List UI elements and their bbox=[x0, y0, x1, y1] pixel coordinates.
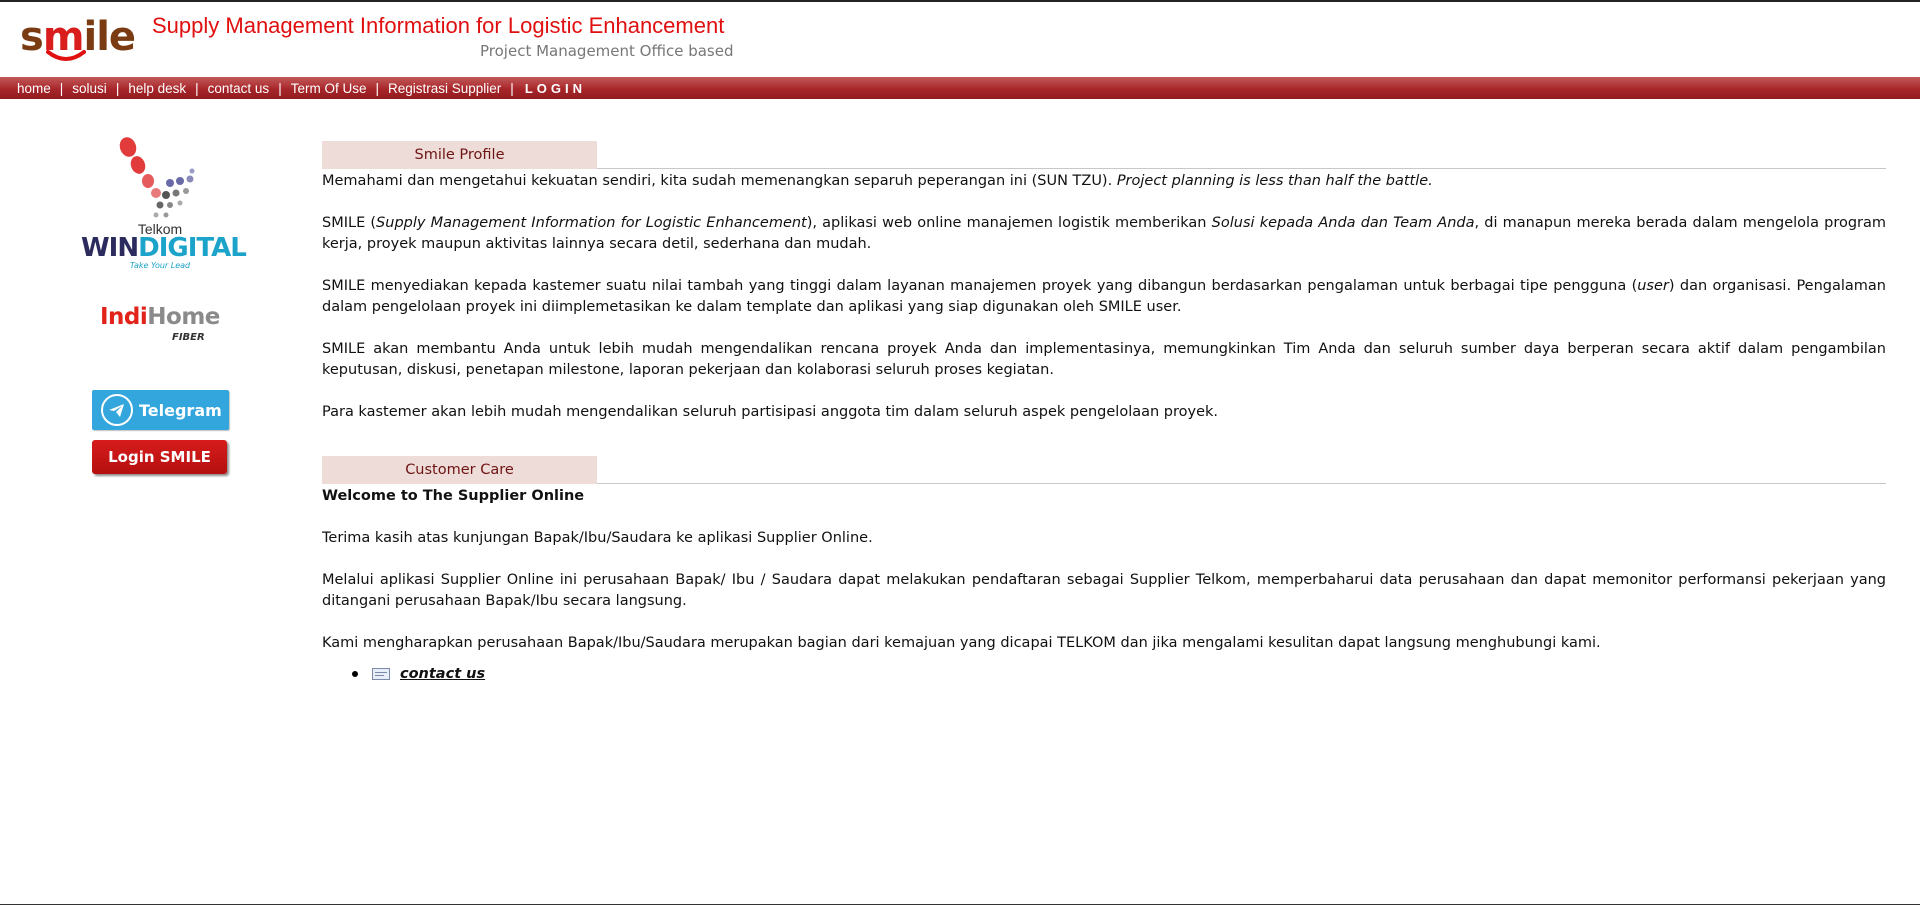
profile-paragraph-1: Memahami dan mengetahui kekuatan sendiri, kita sudah memenangkan separuh peperangan ini (SUN TZU). Project planning is less than half the battle. bbox=[322, 173, 1433, 189]
windigital-digital: DIGITAL bbox=[138, 233, 246, 263]
site-subtitle: Project Management Office based bbox=[480, 42, 734, 60]
profile-paragraph-3: SMILE menyediakan kepada kastemer suatu nilai tambah yang tinggi dalam layanan manajemen proyek yang dibangun berdasarkan pengalaman untuk berbagai tipe pengguna (user) dan organisasi. Pengalaman dalam pengelolaan proyek ini diimplemetasikan ke dalam template dan aplikasi yang siap digunakan oleh SMILE user. bbox=[322, 278, 1886, 315]
nav-bar bbox=[0, 77, 1920, 99]
profile-paragraph-4: SMILE akan membantu Anda untuk lebih mudah mengendalikan rencana proyek Anda dan implementasinya, memungkinkan Tim Anda dan seluruh sumber daya berperan secara aktif dalam pengambilan keputusan, diskusi, penetapan milestone, laporan pekerjaan dan kolaborasi seluruh proses kegiatan. bbox=[322, 341, 1886, 378]
nav-separator: | bbox=[195, 80, 199, 96]
smile-logo-text: smile bbox=[20, 14, 136, 60]
smile-profile-header bbox=[322, 139, 1886, 169]
site-title: Supply Management Information for Logistic Enhancement bbox=[152, 13, 725, 38]
nav-separator: | bbox=[278, 80, 282, 96]
windigital-wordmark bbox=[81, 233, 246, 263]
list-item bbox=[352, 666, 1886, 682]
care-welcome: Welcome to The Supplier Online bbox=[322, 488, 585, 504]
nav-separator: | bbox=[115, 80, 120, 96]
care-paragraph-1: Terima kasih atas kunjungan Bapak/Ibu/Saudara ke aplikasi Supplier Online. bbox=[322, 530, 873, 546]
customer-care-section bbox=[322, 454, 1886, 682]
indihome-indi: Indi bbox=[100, 304, 148, 330]
indihome-logo bbox=[100, 304, 220, 344]
indihome-fiber: FIBER bbox=[172, 332, 205, 343]
telegram-icon bbox=[101, 394, 133, 426]
nav-home[interactable]: home bbox=[17, 80, 51, 96]
main-content bbox=[322, 99, 1886, 682]
nav-separator: | bbox=[59, 80, 64, 96]
profile-paragraph-5: Para kastemer akan lebih mudah mengendalikan seluruh partisipasi anggota tim dalam seluruh aspek pengelolaan proyek. bbox=[322, 404, 1219, 420]
windigital-win: WIN bbox=[81, 233, 139, 263]
header bbox=[0, 2, 1920, 77]
contact-list bbox=[352, 666, 1886, 682]
care-paragraph-2: Melalui aplikasi Supplier Online ini perusahaan Bapak/ Ibu / Saudara dapat melakukan pendaftaran sebagai Supplier Telkom, memperbaharui data perusahaan dan dapat memonitor performansi pekerjaan yang ditangani perusahaan Bapak/Ibu secara langsung. bbox=[322, 572, 1886, 609]
telkom-dots-icon bbox=[80, 137, 240, 227]
bullet-icon bbox=[352, 671, 358, 677]
indihome-home: Home bbox=[147, 304, 220, 330]
nav-separator: | bbox=[510, 80, 514, 96]
smile-profile-section bbox=[322, 139, 1886, 423]
login-smile-button[interactable]: Login SMILE bbox=[92, 440, 227, 474]
nav-term-of-use[interactable]: Term Of Use bbox=[290, 80, 367, 96]
nav-login[interactable]: LOGIN bbox=[524, 80, 586, 96]
telkom-windigital-logo bbox=[80, 137, 246, 270]
telkom-label: Telkom bbox=[137, 221, 183, 237]
nav-registrasi-supplier[interactable]: Registrasi Supplier bbox=[387, 80, 502, 96]
smile-logo[interactable] bbox=[20, 12, 136, 64]
nav-solusi[interactable]: solusi bbox=[72, 80, 107, 96]
windigital-tagline: Take Your Lead bbox=[129, 261, 191, 270]
customer-care-header bbox=[322, 454, 1886, 484]
telegram-button[interactable] bbox=[92, 390, 229, 430]
nav-contact-us[interactable]: contact us bbox=[207, 80, 270, 96]
nav-help-desk[interactable]: help desk bbox=[128, 80, 187, 96]
contact-us-link[interactable]: contact us bbox=[400, 666, 486, 682]
left-sidebar bbox=[0, 99, 320, 905]
nav-items bbox=[17, 79, 586, 97]
smile-curve-icon bbox=[46, 50, 86, 64]
smile-profile-tab: Smile Profile bbox=[322, 141, 597, 169]
mail-icon bbox=[372, 668, 390, 680]
telegram-label: Telegram bbox=[139, 400, 222, 420]
nav-separator: | bbox=[375, 80, 379, 96]
care-paragraph-3: Kami mengharapkan perusahaan Bapak/Ibu/Saudara merupakan bagian dari kemajuan yang dicapai TELKOM dan jika mengalami kesulitan dapat langsung menghubungi kami. bbox=[322, 635, 1601, 651]
customer-care-tab: Customer Care bbox=[322, 456, 597, 484]
profile-paragraph-2: SMILE (Supply Management Information for Logistic Enhancement), aplikasi web online manajemen logistik memberikan Solusi kepada Anda dan Team Anda, di manapun mereka berada dalam mengelola program kerja, proyek maupun aktivitas lainnya secara detil, sederhana dan mudah. bbox=[322, 215, 1887, 252]
indihome-wordmark bbox=[100, 304, 220, 330]
